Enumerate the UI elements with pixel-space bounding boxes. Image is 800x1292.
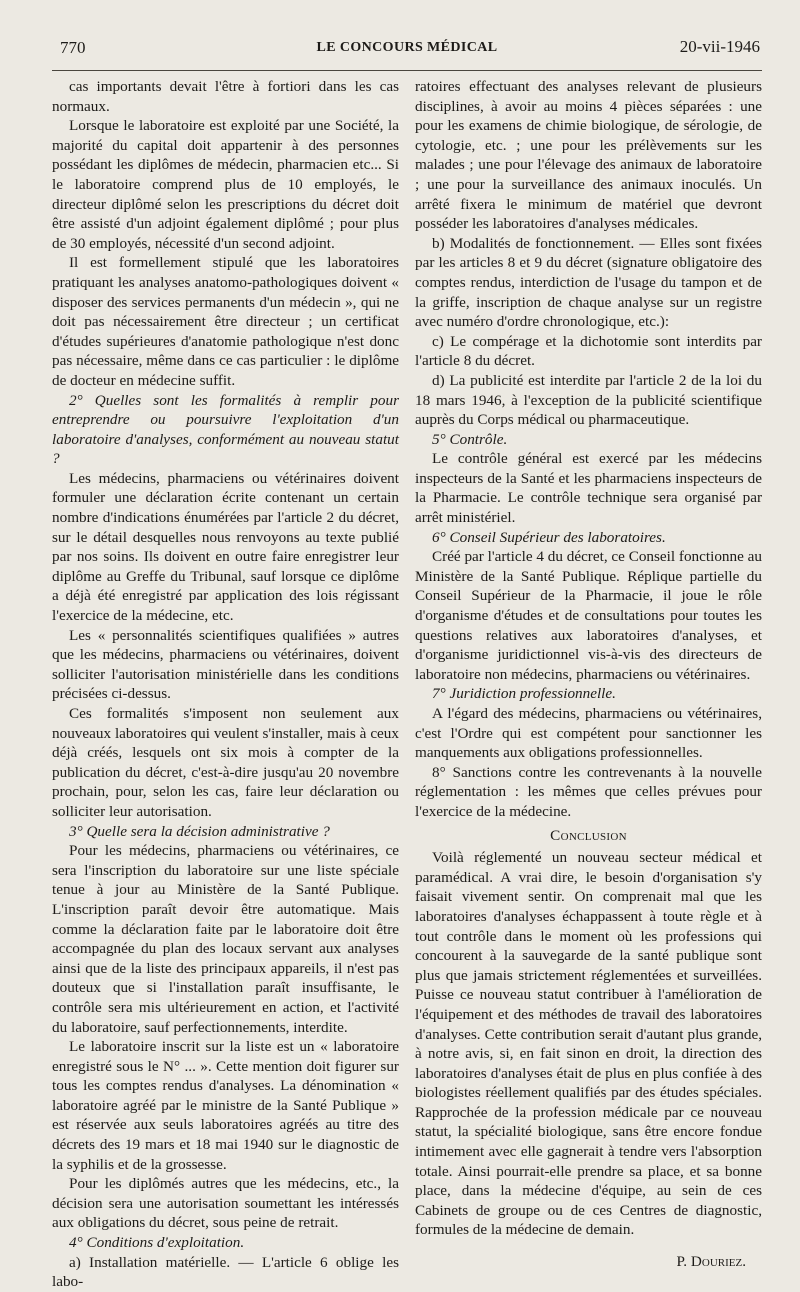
left-column-paragraph: Les médecins, pharmaciens ou vétérinaires doivent formuler une déclaration écrite contenant un certain nombre d'indications énumérées par l'article 2 du décret, sur le détail desquelles nous renvoyons au texte publié par nos soins. Ils doivent en outre faire enregistrer leur diplôme au Greffe du Tribunal, sauf lorsque ce diplôme a déjà été enregistré par application des lois régissant l'exercice de la médecine, etc. [52, 469, 399, 625]
right-column-paragraph: b) Modalités de fonctionnement. — Elles sont fixées par les articles 8 et 9 du décret (signature obligatoire des comptes rendus, interdiction de l'usage du tampon et de la griffe, inscription de chaque analyse sur un registre avec numéro d'ordre chronologique, etc.): [415, 234, 762, 331]
left-column-paragraph: 4° Conditions d'exploitation. [69, 1234, 245, 1252]
right-column-paragraph: 5° Contrôle. [432, 430, 508, 448]
journal-title: LE CONCOURS MÉDICAL [316, 40, 498, 55]
right-column-paragraph: Créé par l'article 4 du décret, ce Conseil fonctionne au Ministère de la Santé Publique. Réplique partielle du Conseil Supérieur de la Pharmacie, il joue le rôle d'organisme d'études et de consultations pour toutes les questions relatives aux laboratoires d'analyses, et d'organisme juridictionnel vis-à-vis des directeurs de laboratoire non médecins, pharmaciens ou vétérinaires. [415, 548, 762, 683]
left-column [52, 77, 399, 1292]
left-column-paragraph: Pour les diplômés autres que les médecins, etc., la décision sera une autorisation soumettant les intéressés aux obligations du décret, sous peine de retrait. [52, 1175, 399, 1232]
left-column-paragraph: Lorsque le laboratoire est exploité par une Société, la majorité du capital doit appartenir à des personnes possédant les diplômes de médecin, pharmacien etc... Si le laboratoire comprend plus de 10 employés, le directeur diplômé selon les prescriptions du décret doit être assisté d'un adjoint également diplômé ; pour plus de 30 employés, nécessité d'un second adjoint. [52, 117, 399, 252]
left-column-paragraph: 2° Quelles sont les formalités à remplir pour entreprendre ou poursuivre l'exploitation d'un laboratoire d'analyses, conformément au nouveau statut ? [52, 391, 399, 468]
right-column-paragraph: c) Le compérage et la dichotomie sont interdits par l'article 8 du décret. [415, 332, 762, 370]
right-column-paragraph: 8° Sanctions contre les contrevenants à la nouvelle réglementation : les mêmes que celles prévues pour l'exercice de la médecine. [415, 763, 762, 820]
page-header [52, 32, 762, 60]
right-column [415, 77, 762, 1292]
article-body [52, 77, 762, 1292]
section-heading: Conclusion [550, 826, 627, 844]
left-column-paragraph: Pour les médecins, pharmaciens ou vétérinaires, ce sera l'inscription du laboratoire sur une liste spéciale tenue à jour au Ministère de la Santé Publique. L'inscription paraît devoir être automatique. Mais comme la déclaration faite par le laboratoire doit être accompagnée du plan des locaux servant aux analyses ainsi que de la liste des principaux appareils, il n'est pas douteux que si l'installation paraît insuffisante, le contrôle sera mis ultérieurement en action, et l'activité du laboratoire, sauf perfectionnements, interdite. [52, 842, 399, 1036]
author-signature: P. Douriez. [676, 1253, 746, 1271]
right-column-paragraph: 6° Conseil Supérieur des laboratoires. [432, 528, 666, 546]
right-column-paragraph: d) La publicité est interdite par l'article 2 de la loi du 18 mars 1946, à l'exception de la publicité scientifique auprès du Corps médical ou pharmaceutique. [415, 371, 762, 429]
left-column-paragraph: 3° Quelle sera la décision administrative ? [69, 822, 330, 840]
right-column-paragraph: ratoires effectuant des analyses relevant de plusieurs disciplines, à avoir au moins 4 pièces séparées : une pour les examens de chimie biologique, de sérologie, de cytologie, etc. ; une pour les prélèvements sur les malades ; une pour l'élevage des animaux de laboratoire ; une pour la surveillance des animaux inoculés. Un arrêté fixera le minimum de matériel que devront posséder les laboratoires d'analyses médicales. [415, 78, 762, 233]
left-column-paragraph: Les « personnalités scientifiques qualifiées » autres que les médecins, pharmaciens ou vétérinaires, doivent solliciter l'autorisation ministérielle dans les conditions précisées ci-dessus. [52, 626, 399, 703]
left-column-paragraph: Il est formellement stipulé que les laboratoires pratiquant les analyses anatomo-pathologiques doivent « disposer des services permanents d'un médecin », qui ne doit pas nécessairement être directeur ; un certificat d'études supérieures d'anatomie pathologique n'est donc pas nécessaire, même dans ce cas particulier : le diplôme de docteur en médecine suffit. [52, 254, 399, 389]
left-column-paragraph: Ces formalités s'imposent non seulement aux nouveaux laboratoires qui veulent s'installer, mais à ceux déjà créés, lesquels ont six mois à compter de la publication du décret, c'est-à-dire jusqu'au 20 novembre prochain, pour, selon les cas, faire leur déclaration ou solliciter leur autorisation. [52, 705, 399, 820]
header-rule [52, 70, 762, 71]
left-column-paragraph: a) Installation matérielle. — L'article 6 oblige les labo- [52, 1253, 399, 1291]
page-number: 770 [60, 38, 86, 57]
right-column-paragraph: Le contrôle général est exercé par les médecins inspecteurs de la Santé et les pharmaciens inspecteurs de la Pharmacie. Le contrôle technique sera organisé par arrêt ministériel. [415, 450, 762, 527]
left-column-paragraph: cas importants devait l'être à fortiori dans les cas normaux. [52, 78, 399, 115]
right-column-paragraph: 7° Juridiction professionnelle. [432, 685, 616, 703]
issue-date: 20-vii-1946 [679, 37, 760, 56]
right-column-paragraph: Voilà réglementé un nouveau secteur médical et paramédical. A vrai dire, le besoin d'organisation s'y faisait vivement sentir. On comprenait mal que les laboratoires d'analyses échappassent à toute règle et à tout contrôle dans le moment où les professions qui concourent à la sauvegarde de la santé publique sont plus que jamais strictement réglementées et surveillées. Puisse ce nouveau statut contribuer à l'amélioration de l'équipement et des méthodes de travail des laboratoires d'analyses. Cette contribution serait d'autant plus grande, à notre avis, si, en fait sinon en droit, la direction des laboratoires d'analyses était de plus en plus confiée à des biologistes réellement qualifiés par des études spéciales. Rapprochée de la profession médicale par ce nouveau statut, la spécialité biologique, sans être encore fondue intimement avec elle gagnerait à tendre vers l'absorption totale. Ainsi pourrait-elle prendre sa place, et sa bonne place, dans la médecine d'équipe, au sein de ces Cabinets de groupe ou de ces Centres de diagnostic, formules de la médecine de demain. [415, 849, 762, 1239]
left-column-paragraph: Le laboratoire inscrit sur la liste est un « laboratoire enregistré sous le N° ... ». Cette mention doit figurer sur tous les comptes rendus d'analyses. La dénomination « laboratoire agréé par le ministre de la Santé Publique » est réservée aux seuls laboratoires agréés au titre des décrets des 19 mars et 18 mai 1940 sur le diagnostic de la syphilis et de la grossesse. [52, 1038, 399, 1173]
right-column-paragraph: A l'égard des médecins, pharmaciens ou vétérinaires, c'est l'Ordre qui est compétent pour sanctionner les manquements aux obligations professionnelles. [415, 705, 762, 762]
